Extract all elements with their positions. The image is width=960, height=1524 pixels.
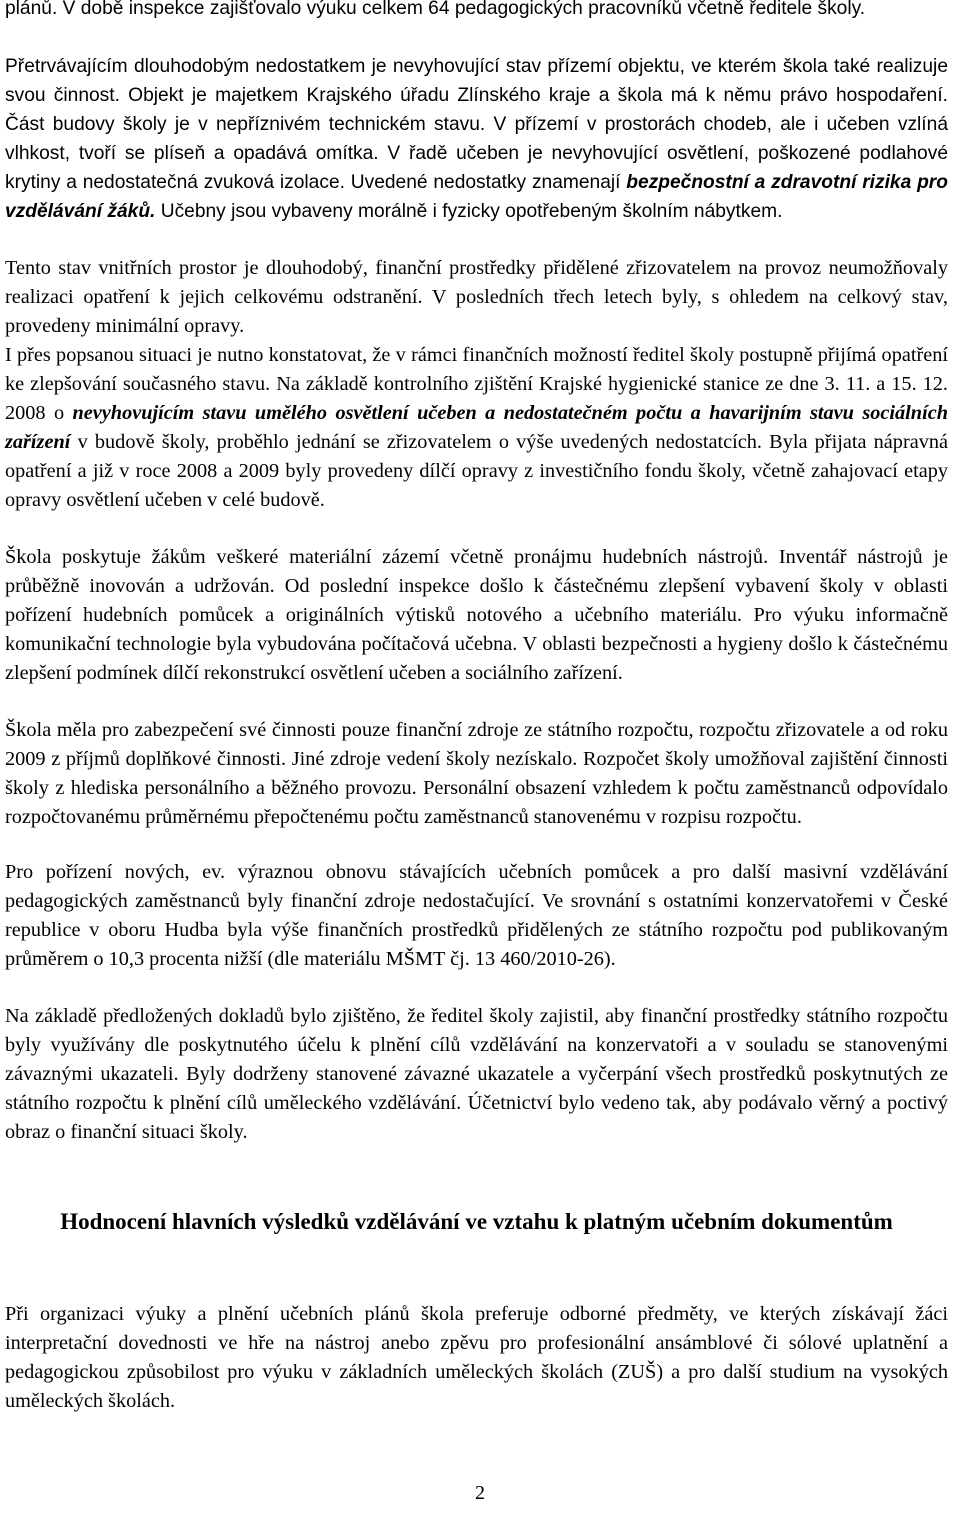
paragraph-curriculum <box>5 1300 948 1416</box>
paragraph-building-text-b: Uvedené nedostatky znamenají <box>344 172 627 193</box>
lighting-emphasis: nevyhovujícím stavu umělého osvětlení učeben a nedostatečném počtu a havarijním stavu sociálních zařízení <box>5 402 949 453</box>
risk-emphasis: bezpečnostní a zdravotní rizika pro vzdělávání žáků. <box>5 172 948 222</box>
paragraph-interior-state <box>5 254 948 341</box>
paragraph-building-text-c: Učebny jsou vybaveny morálně i fyzicky opotřebeným školním nábytkem. <box>155 201 783 222</box>
section-heading: Hodnocení hlavních výsledků vzdělávání ve vztahu k platným učebním dokumentům <box>60 1209 893 1234</box>
paragraph-staff-text: plánů. V době inspekce zajišťovalo výuku celkem 64 pedagogických pracovníků včetně ředitele školy. <box>5 0 866 19</box>
page-number: 2 <box>475 1482 485 1504</box>
paragraph-accounting <box>5 1002 948 1147</box>
paragraph-building-text: Přetrvávajícím dlouhodobým nedostatkem je nevyhovující stav přízemí objektu, ve kterém škola také realizuje svou činnost. Objekt je majetkem Krajského úřadu Zlínského kraje a škola má k němu právo hospodaření. Část budovy školy je v nepříznivém technickém stavu. V přízemí v prostorách chodeb, ale i učeben vzlíná vlhkost, tvoří se plíseň a opadává omítka. V řadě učeben je nevyhovující osvětlení, poškozené podlahové krytiny a nedostatečná zvuková izolace. <box>5 56 948 193</box>
paragraph-measures-text: I přes popsanou situaci je nutno konstatovat, že v rámci finančních možností ředitel školy postupně přijímá opatření ke zlepšování současného stavu. Na základě kontrolního zjištění Krajské hygienické stanice ze dne 3. 11. a 15. 12. 2008 o <box>5 344 948 424</box>
paragraph-interior-text: Tento stav vnitřních prostor je dlouhodobý, finanční prostředky přidělené zřizovatelem na provoz neumožňovaly realizaci opatření k jejich celkovému odstranění. V posledních třech letech byly, s ohledem na celkový stav, provedeny minimální opravy. <box>5 257 948 337</box>
paragraph-budget-text: Pro pořízení nových, ev. výraznou obnovu stávajících učebních pomůcek a pro další masivní vzdělávání pedagogických zaměstnanců byly finanční zdroje nedostačující. Ve srovnání s ostatními konzervatořemi v České republice v oboru Hudba byla výše finančních prostředků přidělených ze státního rozpočtu pod publikovaným průměrem o 10,3 procenta nižší (dle materiálu MŠMT čj. 13 460/2010-26). <box>5 861 948 970</box>
paragraph-building-condition <box>5 52 948 226</box>
paragraph-equipment-text: Škola poskytuje žákům veškeré materiální zázemí včetně pronájmu hudebních nástrojů. Inventář nástrojů je průběžně inovován a udržován. Od poslední inspekce došlo k částečnému zlepšení vybavení školy v oblasti pořízení hudebních pomůcek a originálních výtisků notového a učebního materiálu. Pro výuku informačně komunikační technologie byla vybudována počítačová učebna. V oblasti bezpečnosti a hygieny došlo k částečnému zlepšení podmínek dílčí rekonstrukcí osvětlení učeben a sociálního zařízení. <box>5 546 948 684</box>
paragraph-budget-comparison <box>5 858 948 974</box>
paragraph-accounting-text: Na základě předložených dokladů bylo zjištěno, že ředitel školy zajistil, aby finanční prostředky státního rozpočtu byly využívány dle poskytnutého účelu k plnění cílů vzdělávání na konzervatoři a v souladu se stanovenými závaznými ukazateli. Byly dodrženy stanovené závazné ukazatele a vyčerpání všech prostředků poskytnutých ze státního rozpočtu k plnění cílů uměleckého vzdělávání. Účetnictví bylo vedeno tak, aby podávalo věrný a poctivý obraz o finanční situaci školy. <box>5 1005 948 1143</box>
paragraph-measures-text-b: v budově školy, proběhlo jednání se zřizovatelem o výše uvedených nedostatcích. Byla přijata nápravná opatření a již v roce 2008 a 2009 byly provedeny dílčí opravy z investičního fondu školy, včetně zahajovací etapy opravy osvětlení učeben v celé budově. <box>5 431 948 511</box>
paragraph-funding-text: Škola měla pro zabezpečení své činnosti pouze finanční zdroje ze státního rozpočtu, rozpočtu zřizovatele a od roku 2009 z příjmů doplňkové činnosti. Jiné zdroje vedení školy nezískalo. Rozpočet školy umožňoval zajištění činnosti školy z hlediska personálního a běžného provozu. Personální obsazení vzhledem k počtu zaměstnanců odpovídalo rozpočtovanému průměrnému přepočtenému počtu zaměstnanců stanovenému v rozpisu rozpočtu. <box>5 719 948 828</box>
paragraph-measures <box>5 341 948 515</box>
paragraph-equipment <box>5 543 948 688</box>
paragraph-staff <box>5 0 948 23</box>
paragraph-curriculum-text: Při organizaci výuky a plnění učebních plánů škola preferuje odborné předměty, ve kterých získávají žáci interpretační dovednosti ve hře na nástroj anebo zpěvu pro profesionální ansámblové či sólové uplatnění a pedagogickou způsobilost pro výuku v základních uměleckých školách (ZUŠ) a pro další studium na vysokých uměleckých školách. <box>5 1303 948 1412</box>
paragraph-funding <box>5 716 948 832</box>
